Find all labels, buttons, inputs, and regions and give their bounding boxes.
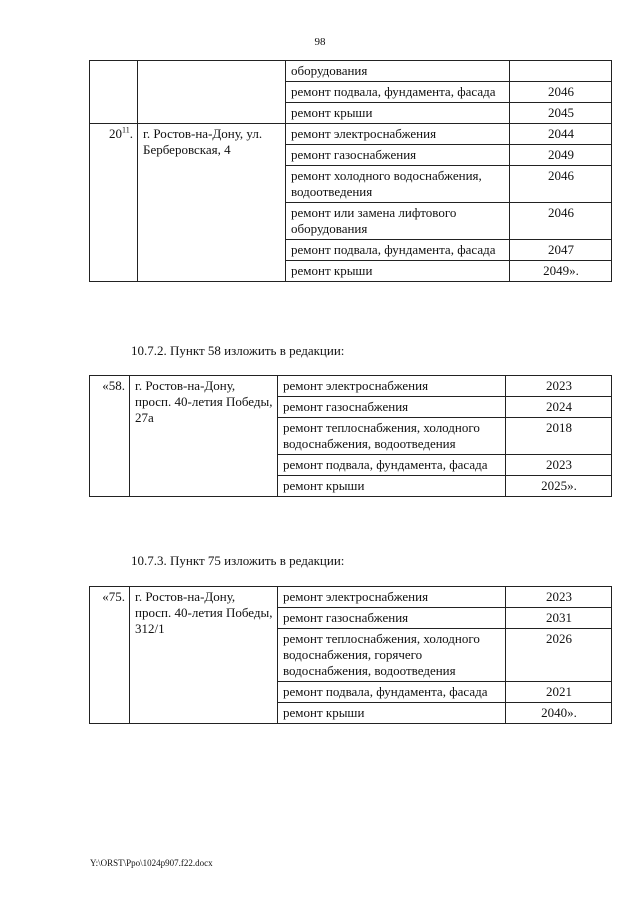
work-cell: ремонт подвала, фундамента, фасада xyxy=(286,240,510,261)
year-cell: 2046 xyxy=(510,203,612,240)
year-cell: 2025». xyxy=(506,476,612,497)
item-number-suffix: . xyxy=(129,126,133,141)
year-cell: 2023 xyxy=(506,455,612,476)
year-cell xyxy=(510,61,612,82)
year-cell: 2018 xyxy=(506,418,612,455)
table-row xyxy=(90,124,612,145)
work-cell: ремонт электроснабжения xyxy=(278,587,506,608)
item-number: «58. xyxy=(90,376,130,497)
address-cell: г. Ростов-на-Дону, просп. 40-летия Победы, 312/1 xyxy=(130,587,278,724)
year-cell: 2044 xyxy=(510,124,612,145)
item-number xyxy=(90,124,138,282)
item-number-sup: 11 xyxy=(122,125,130,135)
num-cell xyxy=(90,61,138,124)
year-cell: 2046 xyxy=(510,166,612,203)
year-cell: 2026 xyxy=(506,629,612,682)
page-number: 98 xyxy=(314,36,326,48)
table-item-58 xyxy=(89,375,612,497)
table-row xyxy=(90,587,612,608)
work-cell: оборудования xyxy=(286,61,510,82)
work-cell: ремонт электроснабжения xyxy=(286,124,510,145)
work-cell: ремонт подвала, фундамента, фасада xyxy=(278,682,506,703)
work-cell: ремонт газоснабжения xyxy=(278,608,506,629)
work-cell: ремонт газоснабжения xyxy=(286,145,510,166)
work-cell: ремонт теплоснабжения, холодного водоснабжения, водоотведения xyxy=(278,418,506,455)
work-cell: ремонт газоснабжения xyxy=(278,397,506,418)
table-row xyxy=(90,376,612,397)
work-cell: ремонт крыши xyxy=(286,261,510,282)
item-number-main: 20 xyxy=(109,126,123,141)
paragraph-10-7-2: 10.7.2. Пункт 58 изложить в редакции: xyxy=(131,343,345,358)
address-cell: г. Ростов-на-Дону, ул. Берберовская, 4 xyxy=(138,124,286,282)
work-cell: ремонт подвала, фундамента, фасада xyxy=(286,82,510,103)
year-cell: 2046 xyxy=(510,82,612,103)
table-item-75 xyxy=(89,586,612,724)
work-cell: ремонт теплоснабжения, холодного водоснабжения, горячего водоснабжения, водоотведения xyxy=(278,629,506,682)
table-item-20-11 xyxy=(89,60,612,282)
work-cell: ремонт крыши xyxy=(286,103,510,124)
table-row xyxy=(90,61,612,82)
work-cell: ремонт холодного водоснабжения, водоотведения xyxy=(286,166,510,203)
document-path-footer: Y:\ORST\Ppo\1024p907.f22.docx xyxy=(90,858,213,868)
work-cell: ремонт крыши xyxy=(278,703,506,724)
address-cell: г. Ростов-на-Дону, просп. 40-летия Победы, 27а xyxy=(130,376,278,497)
year-cell: 2040». xyxy=(506,703,612,724)
item-number: «75. xyxy=(90,587,130,724)
work-cell: ремонт подвала, фундамента, фасада xyxy=(278,455,506,476)
year-cell: 2021 xyxy=(506,682,612,703)
year-cell: 2024 xyxy=(506,397,612,418)
year-cell: 2049». xyxy=(510,261,612,282)
year-cell: 2045 xyxy=(510,103,612,124)
work-cell: ремонт крыши xyxy=(278,476,506,497)
work-cell: ремонт электроснабжения xyxy=(278,376,506,397)
work-cell: ремонт или замена лифтового оборудования xyxy=(286,203,510,240)
year-cell: 2023 xyxy=(506,376,612,397)
year-cell: 2049 xyxy=(510,145,612,166)
paragraph-10-7-3: 10.7.3. Пункт 75 изложить в редакции: xyxy=(131,553,345,568)
year-cell: 2023 xyxy=(506,587,612,608)
year-cell: 2047 xyxy=(510,240,612,261)
year-cell: 2031 xyxy=(506,608,612,629)
address-cell xyxy=(138,61,286,124)
